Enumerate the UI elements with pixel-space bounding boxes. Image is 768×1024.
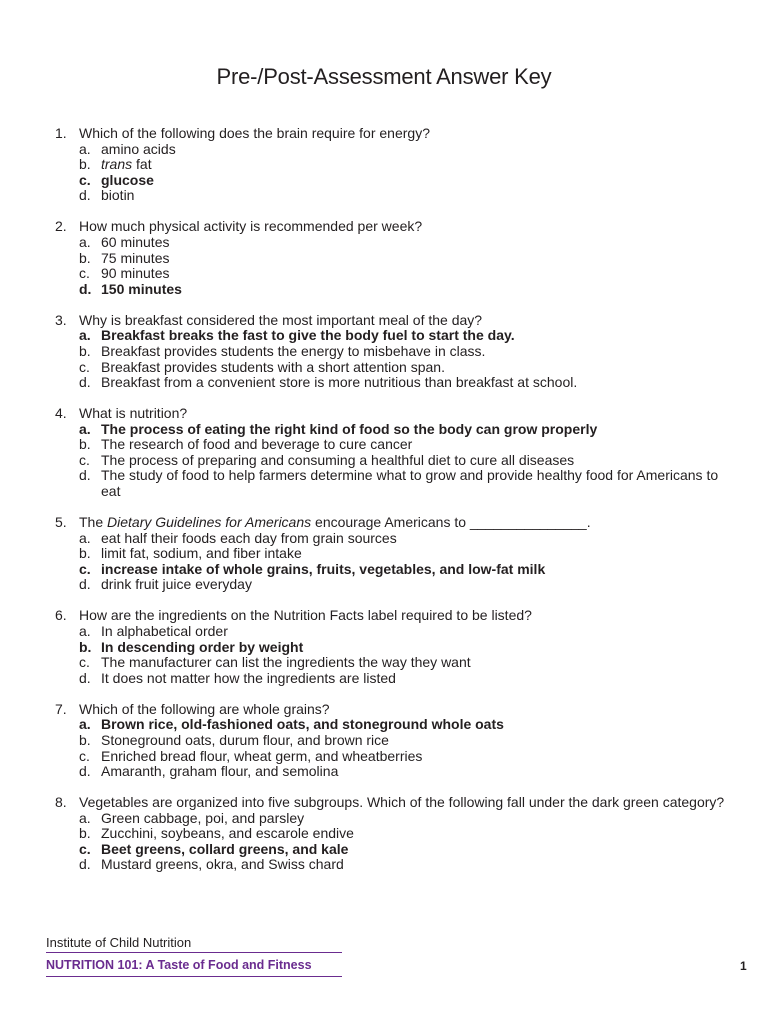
- option-text: The process of eating the right kind of food so the body can grow properly: [101, 420, 598, 437]
- answer-option: [55, 360, 725, 376]
- question-stem: [55, 406, 725, 422]
- answer-option: [55, 235, 725, 251]
- question-list: [55, 126, 725, 888]
- option-text: Stoneground oats, durum flour, and brown rice: [101, 731, 389, 748]
- option-letter: a.: [79, 716, 91, 733]
- option-text: 60 minutes: [101, 233, 170, 250]
- option-letter: b.: [79, 156, 91, 173]
- option-text: Brown rice, old-fashioned oats, and stoneground whole oats: [101, 716, 504, 733]
- option-text: Breakfast provides students with a short attention span.: [101, 358, 445, 375]
- question-stem: [55, 219, 725, 235]
- answer-option: [55, 624, 725, 640]
- option-letter: d.: [79, 280, 92, 297]
- option-text: Green cabbage, poi, and parsley: [101, 809, 305, 826]
- option-letter: b.: [79, 249, 91, 266]
- option-letter: a.: [79, 327, 91, 344]
- answer-option: [55, 266, 725, 282]
- answer-option: [55, 764, 725, 780]
- option-letter: b.: [79, 731, 91, 748]
- question-stem: [55, 313, 725, 329]
- question-number: 4.: [55, 405, 67, 422]
- question-3: [55, 313, 725, 391]
- option-text: [101, 157, 725, 173]
- option-text: Zucchini, soybeans, and escarole endive: [101, 825, 354, 842]
- question-text: What is nutrition?: [79, 405, 188, 422]
- correct-answer-option: [55, 328, 725, 344]
- answer-option: [55, 655, 725, 671]
- option-text: Breakfast from a convenient store is more nutritious than breakfast at school.: [101, 374, 578, 391]
- question-8: [55, 795, 725, 873]
- answer-option: [55, 468, 725, 499]
- footer-course-title: NUTRITION 101: A Taste of Food and Fitness: [46, 958, 312, 972]
- option-text: drink fruit juice everyday: [101, 576, 252, 593]
- option-text: The study of food to help farmers determine what to grow and provide healthy food for Americans to eat: [101, 467, 719, 500]
- answer-option: [55, 857, 725, 873]
- question-4: [55, 406, 725, 500]
- option-letter: d.: [79, 856, 91, 873]
- option-letter: a.: [79, 809, 91, 826]
- option-text: 150 minutes: [101, 280, 182, 297]
- option-text: 75 minutes: [101, 249, 170, 266]
- question-stem: [55, 702, 725, 718]
- option-letter: a.: [79, 140, 91, 157]
- answer-option: [55, 811, 725, 827]
- option-letter: c.: [79, 265, 90, 282]
- question-text-italic: Dietary Guidelines for Americans: [107, 514, 312, 531]
- question-text-prefix: The: [79, 514, 108, 531]
- question-stem: [55, 608, 725, 624]
- correct-answer-option: [55, 282, 725, 298]
- option-letter: d.: [79, 467, 91, 484]
- option-text: The process of preparing and consuming a healthful diet to cure all diseases: [101, 451, 575, 468]
- option-letter: d.: [79, 187, 91, 204]
- option-text: Enriched bread flour, wheat germ, and wheatberries: [101, 747, 423, 764]
- option-letter: d.: [79, 669, 91, 686]
- question-number: 3.: [55, 311, 67, 328]
- correct-answer-option: [55, 173, 725, 189]
- option-text: 90 minutes: [101, 265, 170, 282]
- question-6: [55, 608, 725, 686]
- answer-option: [55, 671, 725, 687]
- option-text: limit fat, sodium, and fiber intake: [101, 545, 302, 562]
- question-text-rest: encourage Americans to _______________.: [311, 514, 591, 531]
- footer-divider-top: [46, 952, 342, 953]
- correct-answer-option: [55, 562, 725, 578]
- answer-option: [55, 437, 725, 453]
- question-number: 1.: [55, 125, 67, 141]
- page-title: Pre-/Post-Assessment Answer Key: [216, 64, 552, 89]
- correct-answer-option: [55, 842, 725, 858]
- option-letter: c.: [79, 747, 90, 764]
- option-letter: c.: [79, 451, 90, 468]
- option-text: In alphabetical order: [101, 622, 228, 639]
- page-number: 1: [740, 959, 747, 973]
- answer-option: [55, 453, 725, 469]
- option-text-rest: fat: [132, 156, 152, 173]
- option-text: Beet greens, collard greens, and kale: [101, 840, 349, 857]
- option-letter: c.: [79, 654, 90, 671]
- footer-divider-bottom: [46, 976, 342, 977]
- answer-option: [55, 251, 725, 267]
- question-number: 7.: [55, 700, 67, 717]
- correct-answer-option: [55, 422, 725, 438]
- option-text: Breakfast breaks the fast to give the body fuel to start the day.: [101, 327, 515, 344]
- option-letter: b.: [79, 638, 92, 655]
- question-text: Which of the following are whole grains?: [79, 700, 330, 717]
- question-number: 5.: [55, 514, 67, 531]
- option-text: The research of food and beverage to cure cancer: [101, 436, 413, 453]
- question-text: How much physical activity is recommended per week?: [79, 218, 423, 235]
- option-letter: b.: [79, 825, 91, 842]
- answer-option: [55, 188, 725, 204]
- option-letter: a.: [79, 529, 91, 546]
- question-stem: [55, 515, 725, 531]
- option-letter: c.: [79, 840, 91, 857]
- answer-option: [55, 375, 725, 391]
- option-letter: c.: [79, 171, 91, 188]
- option-text: The manufacturer can list the ingredients the way they want: [101, 654, 471, 671]
- option-letter: c.: [79, 358, 90, 375]
- question-text: How are the ingredients on the Nutrition Facts label required to be listed?: [79, 607, 532, 624]
- option-letter: d.: [79, 763, 91, 780]
- option-letter: d.: [79, 374, 91, 391]
- question-text: Why is breakfast considered the most important meal of the day?: [79, 311, 483, 328]
- option-letter: a.: [79, 622, 91, 639]
- answer-option: [55, 142, 725, 158]
- question-text: Which of the following does the brain require for energy?: [79, 125, 430, 141]
- question-number: 8.: [55, 794, 67, 811]
- option-text: In descending order by weight: [101, 638, 304, 655]
- option-letter: a.: [79, 420, 91, 437]
- answer-option: [55, 546, 725, 562]
- question-number: 2.: [55, 218, 67, 235]
- answer-option: [55, 577, 725, 593]
- question-number: 6.: [55, 607, 67, 624]
- answer-option: [55, 531, 725, 547]
- option-text: Breakfast provides students the energy to misbehave in class.: [101, 342, 486, 359]
- correct-answer-option: [55, 640, 725, 656]
- option-text: amino acids: [101, 140, 176, 157]
- answer-option: [55, 733, 725, 749]
- footer-organization: Institute of Child Nutrition: [46, 935, 192, 950]
- answer-option: [55, 344, 725, 360]
- question-2: [55, 219, 725, 297]
- answer-option: [55, 157, 725, 173]
- option-letter: d.: [79, 576, 91, 593]
- question-stem: [55, 795, 725, 811]
- option-letter: c.: [79, 560, 91, 577]
- option-text: Mustard greens, okra, and Swiss chard: [101, 856, 344, 873]
- option-text: glucose: [101, 171, 154, 188]
- answer-option: [55, 749, 725, 765]
- question-text: Vegetables are organized into five subgroups. Which of the following fall under the dark green category?: [79, 794, 725, 811]
- question-stem: [55, 126, 725, 142]
- option-letter: a.: [79, 233, 91, 250]
- option-text: Amaranth, graham flour, and semolina: [101, 763, 339, 780]
- question-7: [55, 702, 725, 780]
- option-text: eat half their foods each day from grain sources: [101, 529, 397, 546]
- answer-option: [55, 826, 725, 842]
- correct-answer-option: [55, 717, 725, 733]
- option-text-italic: trans: [101, 156, 133, 173]
- option-text: biotin: [101, 187, 135, 204]
- option-letter: b.: [79, 436, 91, 453]
- option-text: increase intake of whole grains, fruits, vegetables, and low-fat milk: [101, 560, 546, 577]
- question-1: [55, 126, 725, 204]
- option-letter: b.: [79, 545, 91, 562]
- question-text: [79, 515, 725, 531]
- option-text: It does not matter how the ingredients are listed: [101, 669, 396, 686]
- question-5: [55, 515, 725, 593]
- option-letter: b.: [79, 342, 91, 359]
